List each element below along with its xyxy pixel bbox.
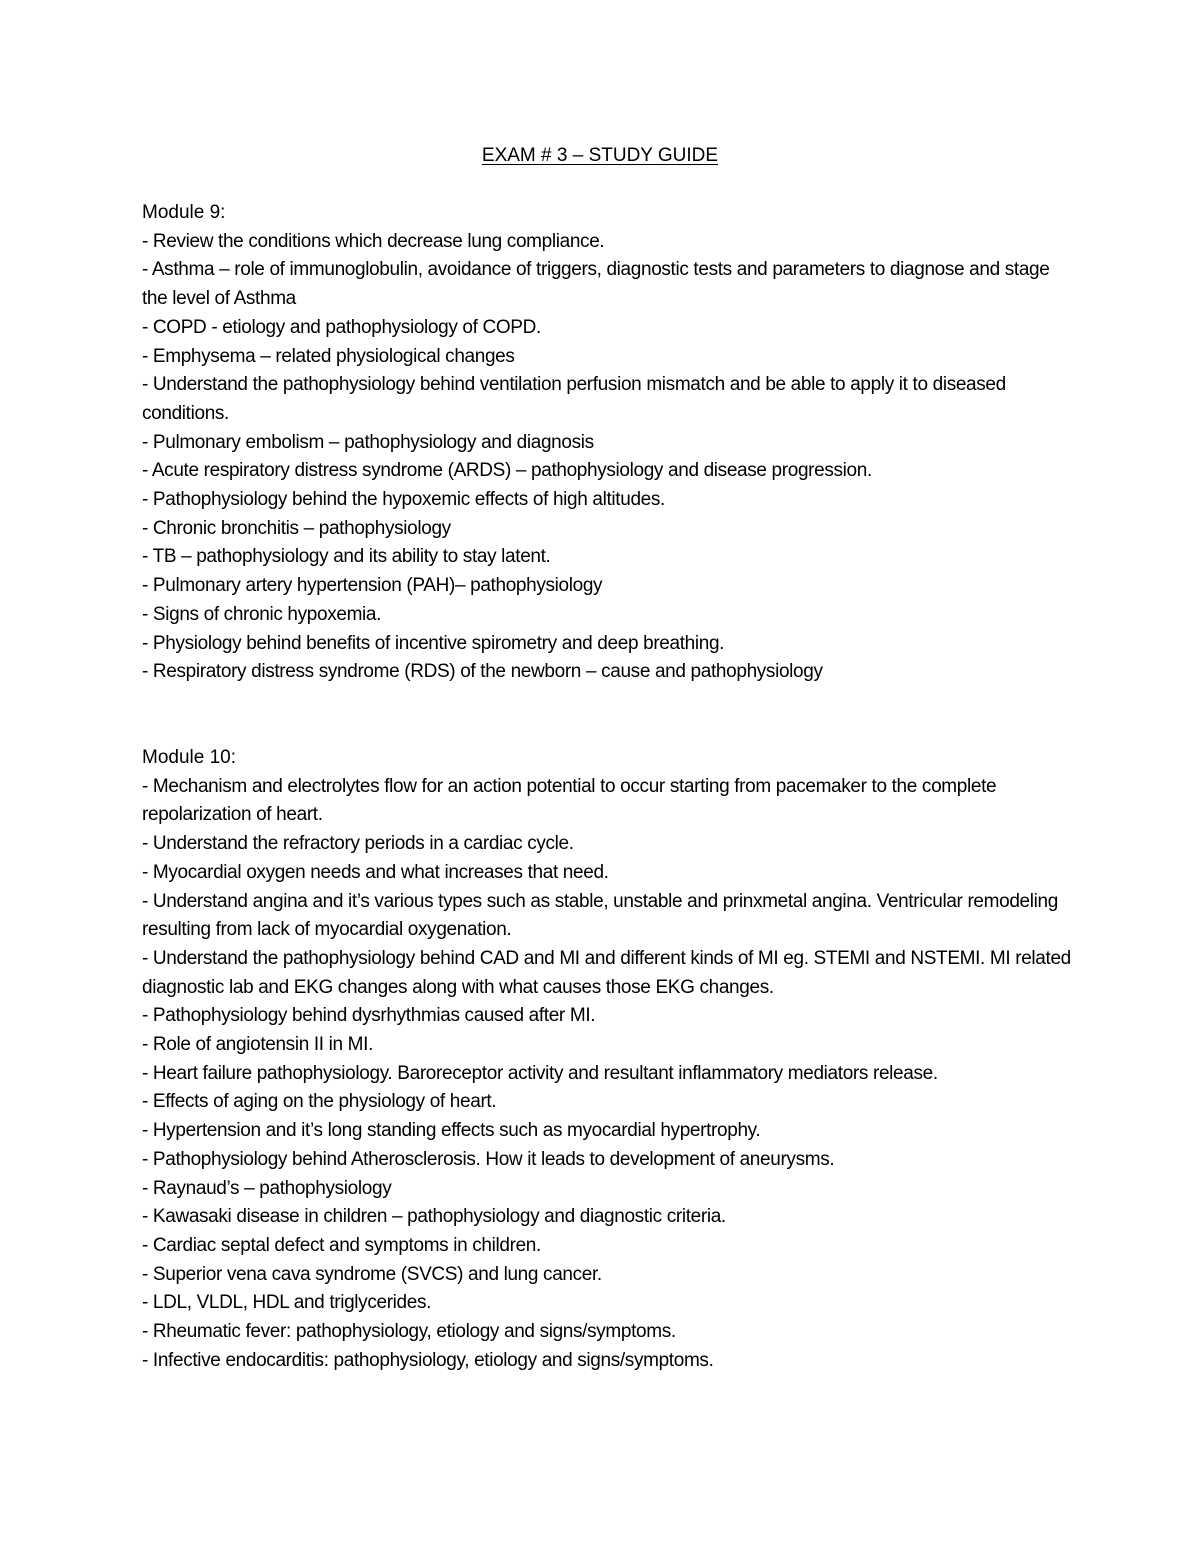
list-item: - Understand the pathophysiology behind ventilation perfusion mismatch and be able to apply it to diseased conditions. <box>142 374 1006 424</box>
list-item: - COPD - etiology and pathophysiology of COPD. <box>142 316 541 338</box>
module-9-heading: Module 9: <box>142 202 226 223</box>
list-item: - Effects of aging on the physiology of heart. <box>142 1091 497 1113</box>
list-item: - Pulmonary embolism – pathophysiology and diagnosis <box>142 431 594 453</box>
list-item: - Acute respiratory distress syndrome (ARDS) – pathophysiology and disease progression. <box>142 460 872 482</box>
list-item: - Understand the refractory periods in a cardiac cycle. <box>142 833 574 855</box>
list-item: - Cardiac septal defect and symptoms in children. <box>142 1234 541 1256</box>
module-9-section <box>142 199 1072 687</box>
list-item: - Physiology behind benefits of incentive spirometry and deep breathing. <box>142 632 725 654</box>
list-item: - Understand the pathophysiology behind CAD and MI and different kinds of MI eg. STEMI and NSTEMI. MI related diagnostic lab and EKG changes along with what causes those EKG changes. <box>142 947 1071 998</box>
list-item: - Superior vena cava syndrome (SVCS) and lung cancer. <box>142 1263 602 1285</box>
module-10-list <box>142 773 1072 1376</box>
list-item: - Emphysema – related physiological changes <box>142 345 515 367</box>
list-item: - Understand angina and it’s various types such as stable, unstable and prinxmetal angina. Ventricular remodeling resulting from lack of myocardial oxygenation. <box>142 890 1058 941</box>
module-9-list <box>142 228 1072 687</box>
list-item: - Pathophysiology behind Atherosclerosis. How it leads to development of aneurysms. <box>142 1148 835 1170</box>
list-item: - Pulmonary artery hypertension (PAH)– pathophysiology <box>142 575 603 597</box>
list-item: - Myocardial oxygen needs and what increases that need. <box>142 861 609 883</box>
list-item: - Raynaud’s – pathophysiology <box>142 1177 392 1199</box>
list-item: - Chronic bronchitis – pathophysiology <box>142 517 451 539</box>
list-item: - Respiratory distress syndrome (RDS) of the newborn – cause and pathophysiology <box>142 661 823 683</box>
list-item: - Infective endocarditis: pathophysiology, etiology and signs/symptoms. <box>142 1349 714 1371</box>
list-item: - Heart failure pathophysiology. Baroreceptor activity and resultant inflammatory mediators release. <box>142 1062 938 1084</box>
page-title: EXAM # 3 – STUDY GUIDE <box>481 145 719 166</box>
list-item: - Pathophysiology behind dysrhythmias caused after MI. <box>142 1005 596 1027</box>
list-item: - Mechanism and electrolytes flow for an action potential to occur starting from pacemaker to the complete repolarization of heart. <box>142 775 997 826</box>
list-item: - Role of angiotensin II in MI. <box>142 1034 373 1056</box>
list-item: - LDL, VLDL, HDL and triglycerides. <box>142 1292 432 1314</box>
list-item: - Signs of chronic hypoxemia. <box>142 603 382 625</box>
module-10-heading: Module 10: <box>142 747 237 768</box>
list-item: - Hypertension and it’s long standing effects such as myocardial hypertrophy. <box>142 1120 761 1142</box>
list-item: - TB – pathophysiology and its ability to stay latent. <box>142 546 551 568</box>
list-item: - Review the conditions which decrease lung compliance. <box>142 230 605 252</box>
module-10-section <box>142 744 1072 1375</box>
list-item: - Pathophysiology behind the hypoxemic effects of high altitudes. <box>142 489 665 511</box>
list-item: - Kawasaki disease in children – pathophysiology and diagnostic criteria. <box>142 1206 726 1228</box>
list-item: - Rheumatic fever: pathophysiology, etiology and signs/symptoms. <box>142 1321 676 1343</box>
list-item: - Asthma – role of immunoglobulin, avoidance of triggers, diagnostic tests and parameters to diagnose and stage the level of Asthma <box>142 259 1050 310</box>
